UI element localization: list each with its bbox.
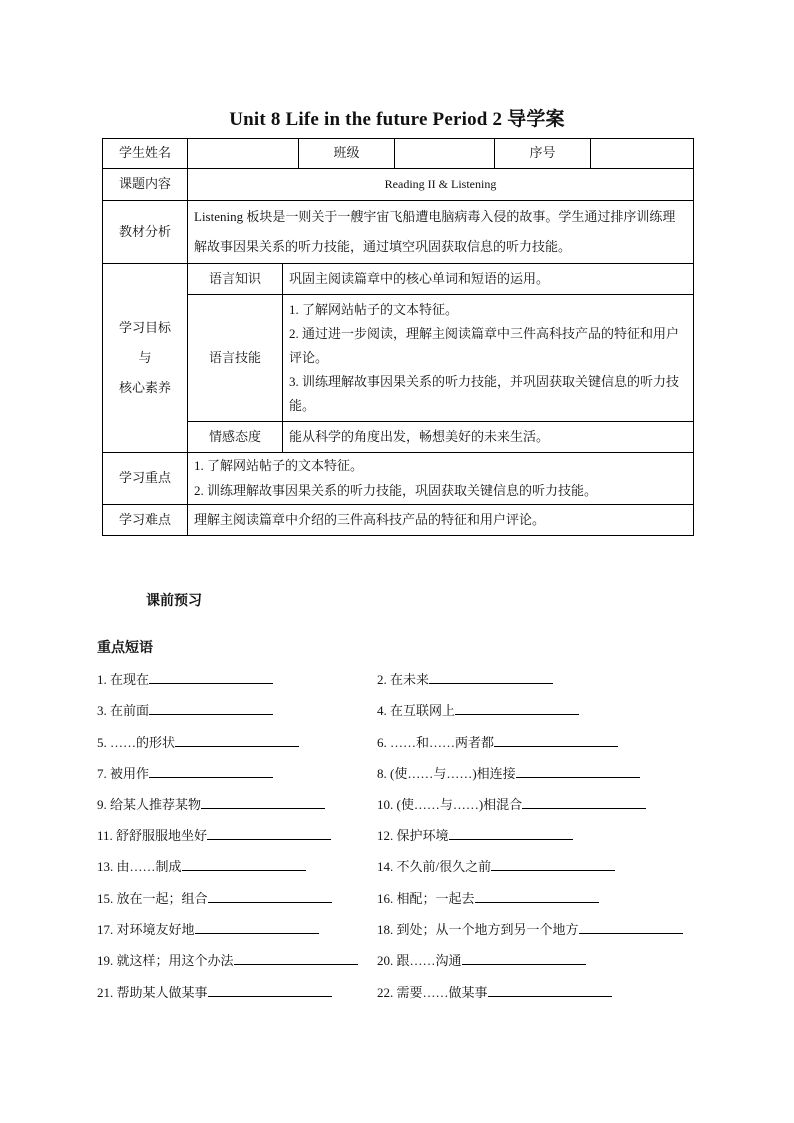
phrase-blank[interactable]: [207, 827, 331, 840]
lesson-info-table: [102, 138, 694, 536]
phrase-blank[interactable]: [449, 827, 573, 840]
phrase-item: [377, 700, 579, 719]
phrase-label: 7. 被用作: [97, 766, 150, 781]
phrase-blank[interactable]: [522, 796, 646, 809]
phrase-item: [377, 888, 599, 907]
attitude-label: 情感态度: [188, 422, 283, 453]
phrase-label: 6. ……和……两者都: [377, 735, 495, 750]
phrase-blank[interactable]: [234, 952, 358, 965]
phrase-item: [97, 856, 306, 875]
phrase-blank[interactable]: [175, 734, 299, 747]
number-field[interactable]: [591, 139, 694, 169]
phrase-item: [377, 919, 683, 938]
phrase-item: [97, 888, 332, 907]
phrase-item: [377, 794, 646, 813]
phrase-item: [97, 982, 332, 1001]
phrase-label: 11. 舒舒服服地坐好: [97, 828, 208, 843]
phrase-blank[interactable]: [429, 671, 553, 684]
phrase-label: 15. 放在一起；组合: [97, 891, 208, 906]
phrase-label: 16. 相配；一起去: [377, 891, 475, 906]
class-label: 班级: [299, 139, 395, 169]
phrase-label: 12. 保护环境: [377, 828, 449, 843]
phrase-label: 4. 在互联网上: [377, 703, 456, 718]
class-field[interactable]: [395, 139, 495, 169]
phrase-blank[interactable]: [208, 890, 332, 903]
goals-label-line-3: 核心素养: [118, 379, 171, 395]
preview-heading: 课前预习: [146, 594, 202, 609]
topic-value: Reading II & Listening: [188, 169, 694, 201]
difficulty-text: 理解主阅读篇章中介绍的三件高科技产品的特征和用户评论。: [188, 505, 694, 536]
phrase-label: 13. 由……制成: [97, 859, 182, 874]
phrase-item: [97, 732, 299, 751]
phrase-blank[interactable]: [182, 858, 306, 871]
phrase-item: [377, 669, 553, 688]
phrase-item: [377, 950, 586, 969]
phrase-blank[interactable]: [494, 734, 618, 747]
phrase-item: [377, 763, 640, 782]
lang-skills-list: [283, 295, 694, 422]
phrase-label: 5. ……的形状: [97, 735, 176, 750]
phrase-label: 19. 就这样；用这个办法: [97, 953, 234, 968]
phrase-item: [97, 763, 273, 782]
phrase-label: 1. 在现在: [97, 672, 150, 687]
phrase-label: 9. 给某人推荐某物: [97, 797, 202, 812]
topic-label: 课题内容: [103, 169, 188, 201]
phrase-item: [97, 669, 273, 688]
key-points-item: 2. 训练理解故事因果关系的听力技能，巩固获取关键信息的听力技能。: [194, 482, 598, 498]
phrase-item: [97, 700, 273, 719]
lang-skills-item: 1. 了解网站帖子的文本特征。: [289, 301, 459, 317]
phrase-blank[interactable]: [516, 765, 640, 778]
phrase-label: 10. (使……与……)相混合: [377, 797, 523, 812]
phrase-label: 18. 到处；从一个地方到另一个地方: [377, 922, 579, 937]
phrase-item: [377, 982, 612, 1001]
phrase-blank[interactable]: [491, 858, 615, 871]
key-points-item: 1. 了解网站帖子的文本特征。: [194, 457, 364, 473]
phrase-blank[interactable]: [462, 952, 586, 965]
phrase-label: 3. 在前面: [97, 703, 150, 718]
key-points-list: [188, 453, 694, 505]
phrase-item: [97, 825, 331, 844]
student-name-label: 学生姓名: [103, 139, 188, 169]
phrase-label: 17. 对环境友好地: [97, 922, 195, 937]
lang-knowledge-label: 语言知识: [188, 264, 283, 295]
phrase-blank[interactable]: [149, 671, 273, 684]
lang-skills-label: 语言技能: [188, 295, 283, 422]
analysis-label: 教材分析: [103, 201, 188, 264]
phrase-blank[interactable]: [201, 796, 325, 809]
lang-knowledge-text: 巩固主阅读篇章中的核心单词和短语的运用。: [283, 264, 694, 295]
phrase-blank[interactable]: [149, 765, 273, 778]
phrase-label: 20. 跟……沟通: [377, 953, 462, 968]
phrase-label: 2. 在未来: [377, 672, 430, 687]
number-label: 序号: [495, 139, 591, 169]
page-title: Unit 8 Life in the future Period 2 导学案: [229, 109, 565, 130]
phrase-item: [97, 794, 325, 813]
phrase-label: 8. (使……与……)相连接: [377, 766, 516, 781]
phrase-item: [377, 732, 618, 751]
goals-label-line-1: 学习目标: [118, 320, 171, 336]
goals-label: [103, 264, 188, 453]
difficulty-label: 学习难点: [103, 505, 188, 536]
phrase-blank[interactable]: [455, 702, 579, 715]
lang-skills-item: 3. 训练理解故事因果关系的听力技能，并巩固获取关键信息的听力技能。: [289, 374, 680, 414]
analysis-text: Listening 板块是一则关于一艘宇宙飞船遭电脑病毒入侵的故事。学生通过排序训练理解故事因果关系的听力技能，通过填空巩固获取信息的听力技能。: [188, 201, 694, 264]
phrase-blank[interactable]: [488, 984, 612, 997]
phrase-label: 21. 帮助某人做某事: [97, 985, 208, 1000]
phrase-label: 22. 需要……做某事: [377, 985, 488, 1000]
phrase-item: [377, 856, 615, 875]
phrase-blank[interactable]: [475, 890, 599, 903]
lang-skills-item: 2. 通过进一步阅读，理解主阅读篇章中三件高科技产品的特征和用户评论。: [289, 325, 680, 365]
goals-label-line-2: 与: [138, 350, 152, 366]
phrase-blank[interactable]: [195, 921, 319, 934]
phrase-label: 14. 不久前/很久之前: [377, 859, 492, 874]
phrase-item: [97, 919, 319, 938]
phrase-item: [377, 825, 573, 844]
phrase-item: [97, 950, 358, 969]
attitude-text: 能从科学的角度出发，畅想美好的未来生活。: [283, 422, 694, 453]
phrase-blank[interactable]: [208, 984, 332, 997]
phrases-heading: 重点短语: [97, 641, 153, 656]
key-points-label: 学习重点: [103, 453, 188, 505]
student-name-field[interactable]: [188, 139, 299, 169]
phrase-blank[interactable]: [579, 921, 683, 934]
phrase-blank[interactable]: [149, 702, 273, 715]
